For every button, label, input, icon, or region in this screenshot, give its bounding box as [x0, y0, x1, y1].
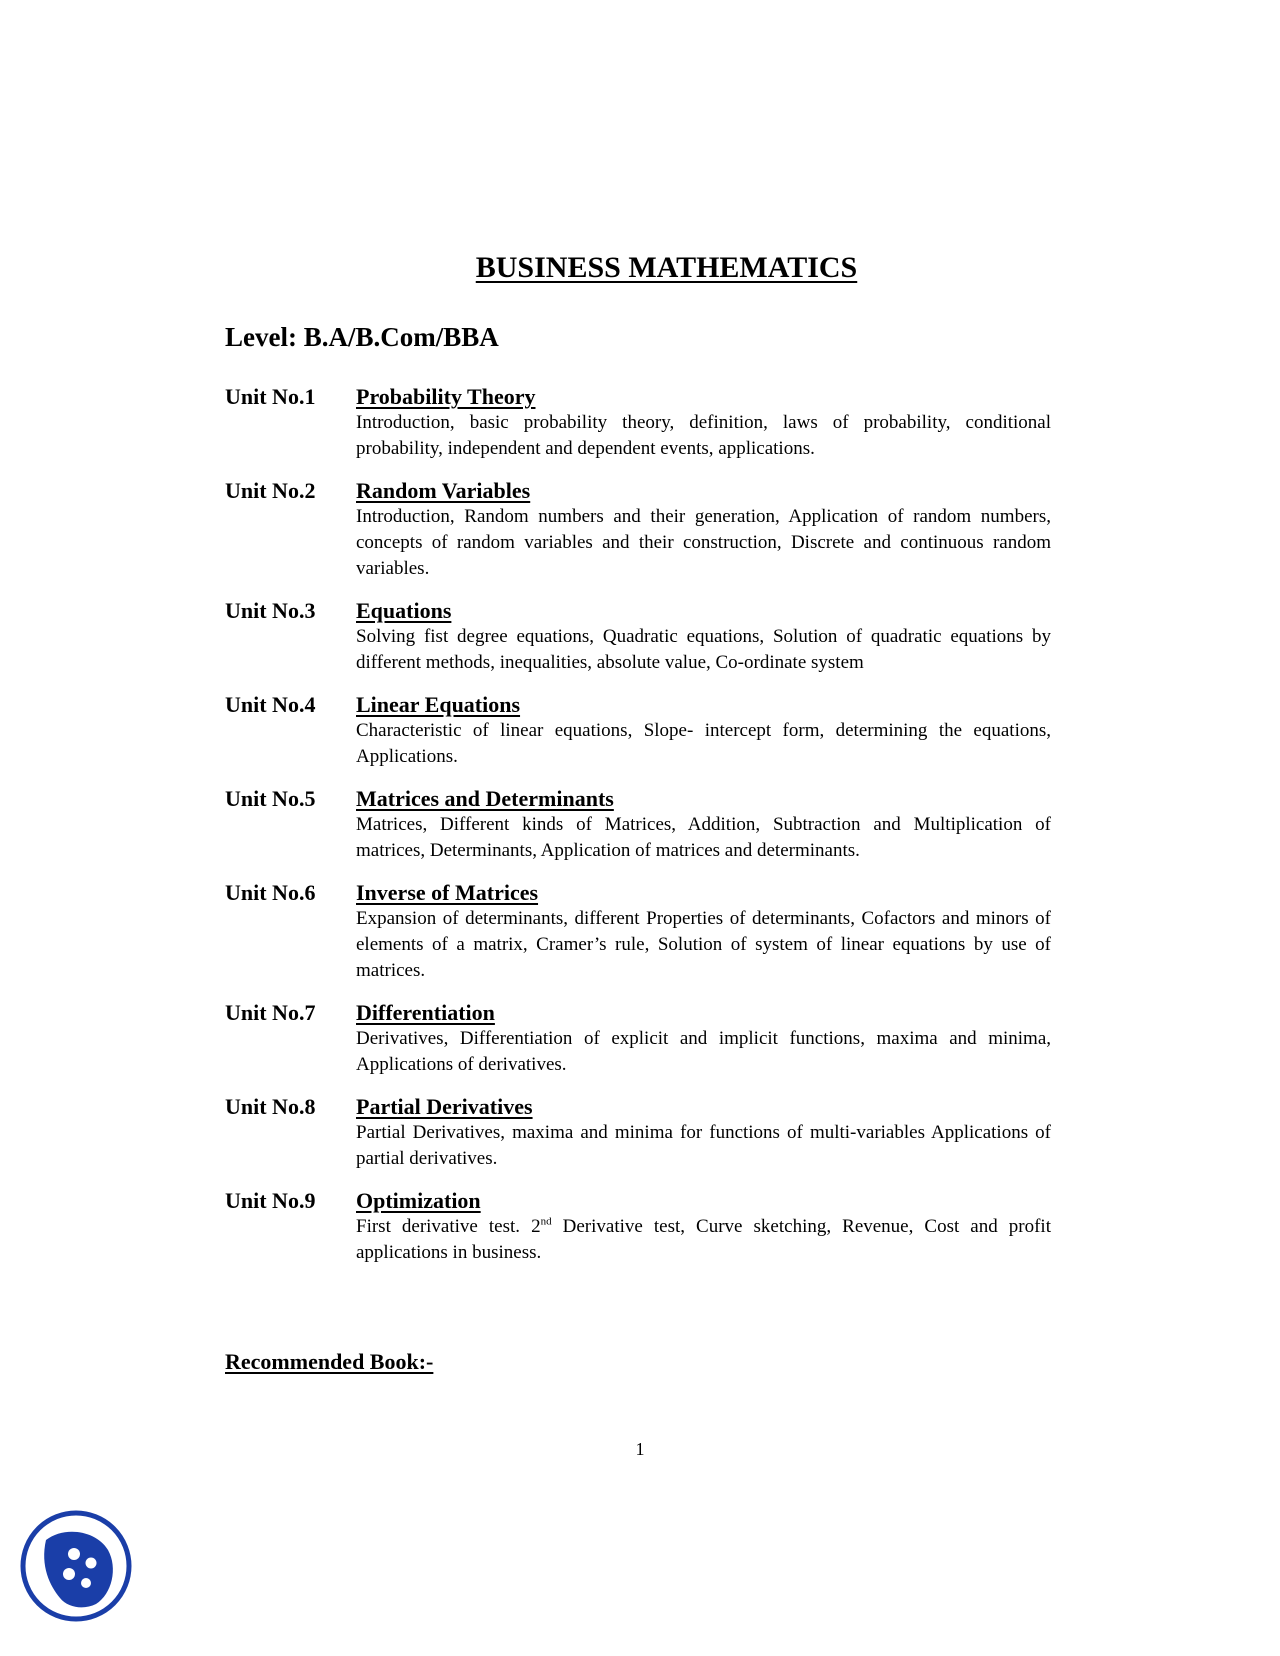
course-level: Level: B.A/B.Com/BBA — [225, 322, 499, 352]
unit-label: Unit No.5 — [225, 786, 316, 811]
unit-heading: Differentiation — [356, 1000, 495, 1025]
unit-body — [356, 880, 1051, 984]
page-number: 1 — [635, 1439, 645, 1459]
unit-9 — [225, 1188, 1051, 1266]
unit-label: Unit No.3 — [225, 598, 316, 623]
unit-label: Unit No.7 — [225, 1000, 316, 1025]
unit-heading: Optimization — [356, 1188, 481, 1213]
unit-description: Characteristic of linear equations, Slope- intercept form, determining the equations, Applications. — [356, 720, 1051, 767]
unit-description: Introduction, basic probability theory, definition, laws of probability, conditional probability, independent and dependent events, applications. — [356, 412, 1051, 459]
unit-description: Solving fist degree equations, Quadratic equations, Solution of quadratic equations by different methods, inequalities, absolute value, Co-ordinate system — [356, 626, 1051, 673]
unit-body — [356, 384, 1051, 462]
docsity-logo-icon[interactable] — [20, 1510, 132, 1622]
unit-body — [356, 1094, 1051, 1172]
unit-body — [356, 478, 1051, 582]
unit-description: Expansion of determinants, different Properties of determinants, Cofactors and minors of elements of a matrix, Cramer’s rule, Solution of system of linear equations by use of matrices. — [356, 908, 1051, 981]
unit-3 — [225, 598, 1051, 676]
unit-description: Partial Derivatives, maxima and minima for functions of multi-variables Applications of partial derivatives. — [356, 1122, 1051, 1169]
unit-description: Derivatives, Differentiation of explicit and implicit functions, maxima and minima, Applications of derivatives. — [356, 1028, 1051, 1075]
recommended-book-heading: Recommended Book:- — [225, 1349, 434, 1374]
unit-heading: Equations — [356, 598, 452, 623]
description-text: First derivative test. 2 — [356, 1216, 541, 1237]
unit-body — [356, 1000, 1051, 1078]
unit-label: Unit No.2 — [225, 478, 316, 503]
unit-2 — [225, 478, 1051, 582]
unit-body — [356, 692, 1051, 770]
unit-5 — [225, 786, 1051, 864]
unit-description: Matrices, Different kinds of Matrices, Addition, Subtraction and Multiplication of matrices, Determinants, Application of matrices and determinants. — [356, 814, 1051, 861]
unit-label: Unit No.1 — [225, 384, 316, 409]
unit-description — [356, 1214, 1051, 1266]
unit-heading: Matrices and Determinants — [356, 786, 614, 811]
unit-label: Unit No.8 — [225, 1094, 316, 1119]
unit-description: Introduction, Random numbers and their generation, Application of random numbers, concepts of random variables and their construction, Discrete and continuous random variables. — [356, 506, 1051, 579]
unit-label: Unit No.9 — [225, 1188, 316, 1213]
unit-heading: Probability Theory — [356, 384, 536, 409]
units-list — [225, 384, 1051, 1282]
unit-4 — [225, 692, 1051, 770]
unit-body — [356, 598, 1051, 676]
unit-heading: Partial Derivatives — [356, 1094, 533, 1119]
description-text: Derivative test, Curve sketching, Revenue, Cost and profit applications in business. — [356, 1216, 1051, 1263]
logo-graphic — [20, 1510, 132, 1622]
unit-heading: Inverse of Matrices — [356, 880, 539, 905]
unit-heading: Linear Equations — [356, 692, 521, 717]
unit-label: Unit No.4 — [225, 692, 316, 717]
unit-6 — [225, 880, 1051, 984]
unit-1 — [225, 384, 1051, 462]
unit-label: Unit No.6 — [225, 880, 316, 905]
unit-body — [356, 1188, 1051, 1266]
unit-8 — [225, 1094, 1051, 1172]
page-title: BUSINESS MATHEMATICS — [475, 251, 858, 284]
unit-7 — [225, 1000, 1051, 1078]
unit-body — [356, 786, 1051, 864]
ordinal-suffix: nd — [540, 1215, 552, 1228]
unit-heading: Random Variables — [356, 478, 531, 503]
